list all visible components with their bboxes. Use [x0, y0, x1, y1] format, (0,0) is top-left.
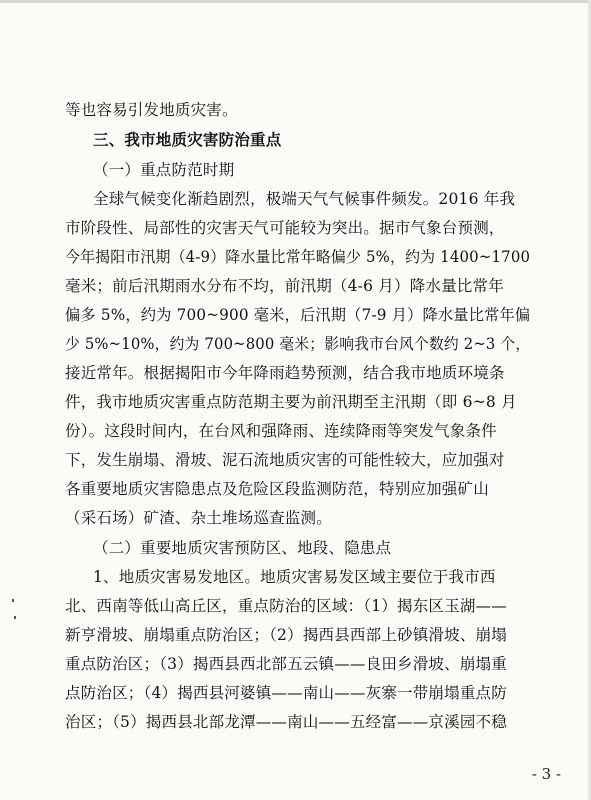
text-line: 偏多 5%，约为 700~900 毫米，后汛期（7-9 月）降水量比常年偏: [65, 306, 531, 324]
text-line: 份）。这段时间内，在台风和强降雨、连续降雨等突发气象条件: [65, 422, 497, 440]
text-line: 等也容易引发地质灾害。: [65, 101, 238, 119]
text-line: 市阶段性、局部性的灾害天气可能较为突出。据市气象台预测，: [65, 219, 505, 237]
text-line: （采石场）矿渣、杂土堆场巡查监测。: [65, 509, 332, 527]
text-line: 治区；（5）揭西县北部龙潭——南山——五经富——京溪园不稳: [65, 713, 507, 731]
page-number: - 3 -: [531, 765, 561, 783]
text-line: 北、西南等低山高丘区，重点防治的区域：（1）揭东区玉湖——: [65, 597, 507, 615]
text-line: 件，我市地质灾害重点防范期主要为前汛期至主汛期（即 6~8 月: [65, 393, 517, 411]
text-line: 新亨滑坡、崩塌重点防治区；（2）揭西县西部上砂镇滑坡、崩塌: [65, 626, 507, 644]
text-line: 1、地质灾害易发地区。地质灾害易发区域主要位于我市西: [93, 568, 496, 586]
text-line: 少 5%~10%，约为 700~800 毫米；影响我市台风个数约 2~3 个，: [65, 335, 531, 353]
text-line: 重点防治区；（3）揭西县西北部五云镇——良田乡滑坡、崩塌重: [65, 655, 507, 673]
text-line: 毫米；前后汛期雨水分布不均，前汛期（4-6 月）降水量比常年: [65, 277, 504, 295]
text-line: 全球气候变化渐趋剧烈，极端天气气候事件频发。2016 年我: [93, 190, 516, 208]
section-heading: 三、我市地质灾害防治重点: [93, 131, 282, 149]
text-line: 接近常年。根据揭阳市今年降雨趋势预测，结合我市地质环境条: [65, 364, 505, 382]
margin-mark: [14, 616, 16, 619]
scan-edge-top: [0, 0, 591, 3]
text-line: 点防治区；（4）揭西县河婆镇——南山——灰寨一带崩塌重点防: [65, 684, 507, 702]
margin-mark: [12, 599, 14, 602]
text-line: 下，发生崩塌、滑坡、泥石流地质灾害的可能性较大，应加强对: [65, 451, 505, 469]
subsection-heading: （一）重点防范时期: [93, 161, 235, 179]
subsection-heading: （二）重要地质灾害预防区、地段、隐患点: [93, 539, 392, 557]
text-line: 各重要地质灾害隐患点及危险区段监测防范，特别应加强矿山: [65, 480, 489, 498]
text-line: 今年揭阳市汛期（4-9）降水量比常年略偏少 5%，约为 1400~1700: [65, 248, 531, 266]
